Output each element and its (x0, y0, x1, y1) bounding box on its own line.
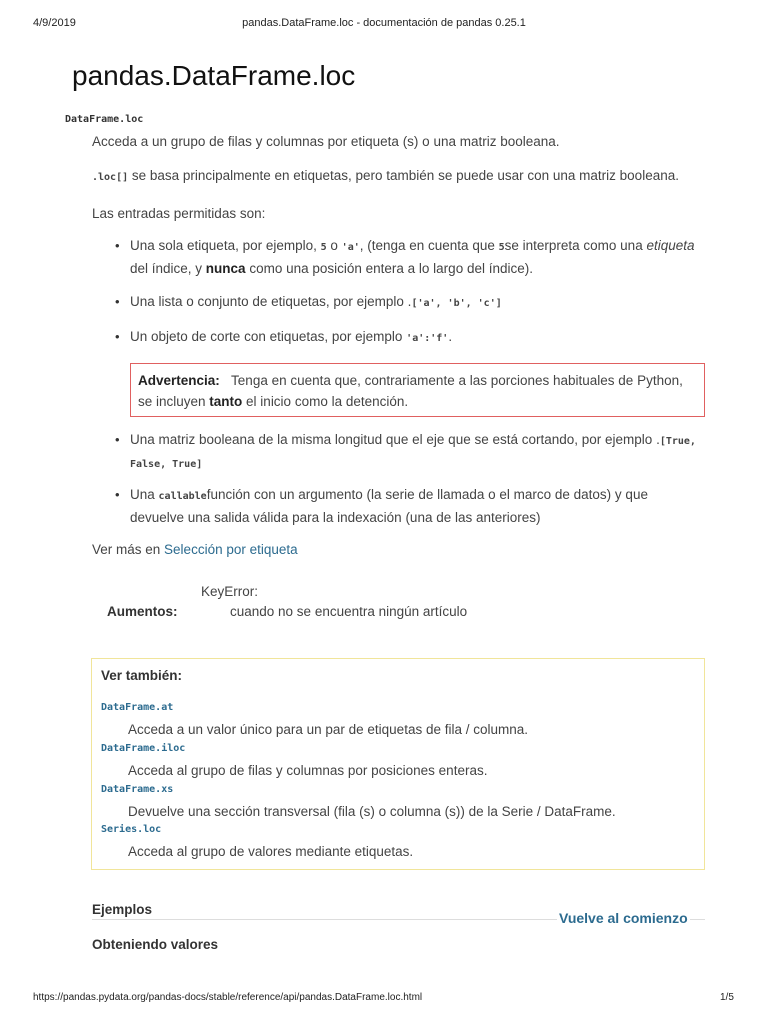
bullet-label-list: Una lista o conjunto de etiquetas, por ejemplo .['a', 'b', 'c'] (130, 294, 502, 309)
see-also-desc: Acceda a un valor único para un par de etiquetas de fila / columna. (128, 722, 529, 737)
bullet-dot: • (115, 329, 120, 344)
see-also-desc: Acceda al grupo de filas y columnas por posiciones enteras. (128, 763, 488, 778)
see-also-dataframe-at[interactable]: DataFrame.at (101, 702, 174, 713)
bullet-callable: Una callablefunción con un argumento (la serie de llamada o el marco de datos) y que devuelve una salida válida para la indexación (una de las anteriores) (130, 487, 648, 525)
see-also-desc: Acceda al grupo de valores mediante etiquetas. (128, 844, 414, 859)
loc-note-text: se basa principalmente en etiquetas, pero también se puede usar con una matriz booleana. (128, 168, 679, 183)
page-title: pandas.DataFrame.loc (72, 60, 356, 91)
bullet-dot: • (115, 294, 120, 309)
print-doc-title: pandas.DataFrame.loc - documentación de pandas 0.25.1 (242, 17, 526, 29)
raises-error: KeyError: (201, 584, 259, 599)
print-url: https://pandas.pydata.org/pandas-docs/stable/reference/api/pandas.DataFrame.loc.html (33, 992, 423, 1003)
raises-label: Aumentos: (107, 604, 178, 619)
warning-label: Advertencia: (138, 373, 220, 388)
back-to-top-link[interactable]: Vuelve al comienzo (559, 910, 688, 926)
see-also-dataframe-xs[interactable]: DataFrame.xs (101, 784, 174, 795)
print-page-number: 1/5 (720, 992, 734, 1003)
raises-description: cuando no se encuentra ningún artículo (230, 604, 468, 619)
selection-by-label-link[interactable]: Selección por etiqueta (164, 542, 298, 557)
warning-text: Advertencia: Tenga en cuenta que, contrariamente a las porciones habituales de Python, se incluyen tanto el inicio como la detención. (138, 373, 683, 409)
see-also-desc: Devuelve una sección transversal (fila (s) o columna (s)) de la Serie / DataFrame. (128, 804, 616, 819)
loc-note (92, 165, 679, 188)
loc-code: .loc[] (92, 172, 129, 183)
bullet-bool-array: Una matriz booleana de la misma longitud que el eje que se está cortando, por ejemplo .[True, False, True] (130, 432, 696, 470)
bullet-single-label: Una sola etiqueta, por ejemplo, 5 o 'a', (tenga en cuenta que 5se interpreta como una etiqueta del índice, y nunca como una posición entera a lo largo del índice). (130, 238, 695, 276)
see-also-title: Ver también: (101, 668, 183, 683)
see-also-dataframe-iloc[interactable]: DataFrame.iloc (101, 743, 186, 754)
bullet-dot: • (115, 238, 120, 253)
examples-heading: Ejemplos (92, 902, 153, 917)
getting-values-heading: Obteniendo valores (92, 937, 219, 952)
see-more: Ver más en Selección por etiqueta (92, 542, 298, 557)
bullet-slice: Un objeto de corte con etiquetas, por ejemplo 'a':'f'. (130, 329, 453, 344)
bullet-dot: • (115, 487, 120, 502)
print-date: 4/9/2019 (33, 17, 76, 29)
intro-text: Acceda a un grupo de filas y columnas por etiqueta (s) o una matriz booleana. (92, 134, 560, 149)
signature: DataFrame.loc (65, 114, 144, 125)
bullet-dot: • (115, 432, 120, 447)
see-also-series-loc[interactable]: Series.loc (101, 824, 162, 835)
inputs-heading: Las entradas permitidas son: (92, 206, 266, 221)
